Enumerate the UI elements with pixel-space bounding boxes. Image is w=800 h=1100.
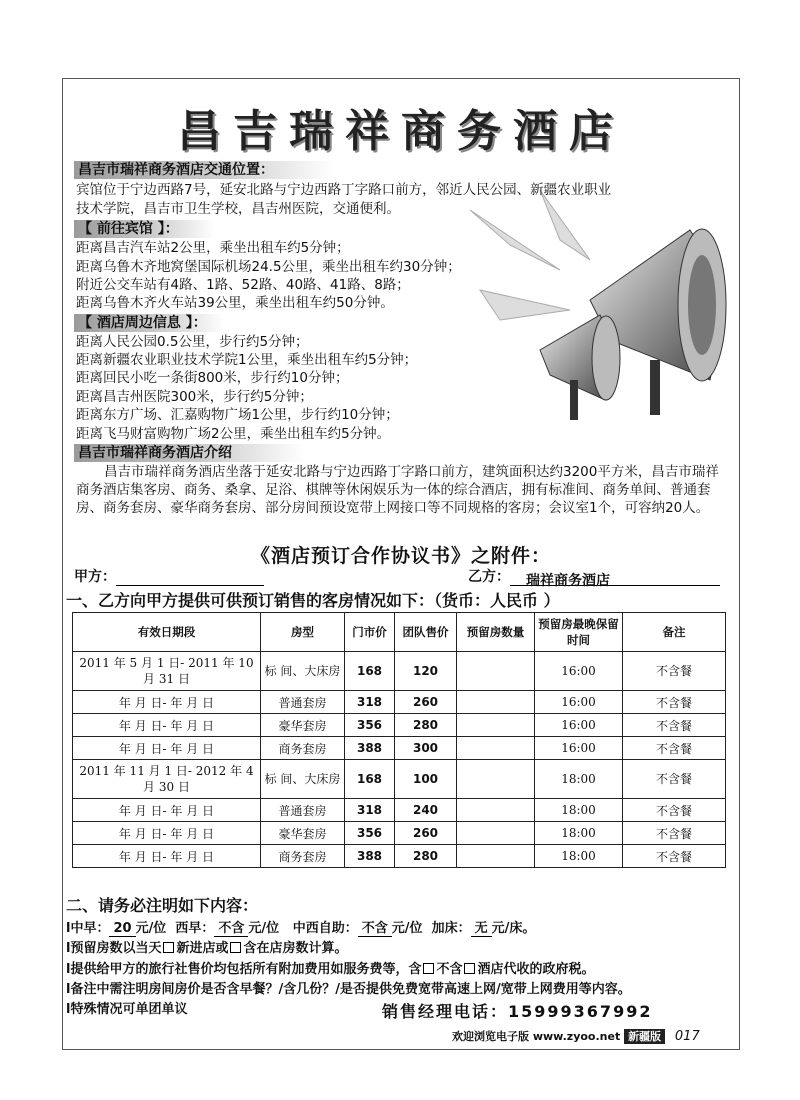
extra-bed-value[interactable]: 无	[471, 917, 492, 937]
party-a	[74, 566, 264, 586]
reserve-text-a: l预留房数以当天	[66, 941, 162, 956]
hold-time-cell: 16:00	[535, 714, 623, 737]
rack-price-cell: 388	[345, 845, 395, 868]
group-price-cell: 260	[395, 822, 457, 845]
nearby-item: 距离东方广场、汇嘉购物广场1公里，步行约10分钟；	[76, 407, 399, 423]
party-a-label: 甲方：	[74, 569, 116, 585]
breakfast-cn-value[interactable]: 20	[109, 921, 135, 937]
edition-badge: 新疆版	[624, 1029, 665, 1044]
annex-title: 《酒店预订合作协议书》之附件：	[250, 545, 551, 567]
checkbox-in-house[interactable]	[230, 942, 241, 953]
rack-price-cell: 318	[345, 799, 395, 822]
reserve-text-b: 新进店或	[176, 941, 229, 956]
party-b-field[interactable]: 瑞祥商务酒店	[510, 570, 720, 586]
date-cell: 年 月 日- 年 月 日	[73, 822, 261, 845]
table-row	[73, 760, 726, 799]
section-2-heading: 二、请务必注明如下内容：	[66, 896, 259, 915]
buffet-label: 中西自助：	[292, 921, 358, 936]
group-price-cell: 120	[395, 652, 457, 691]
note-cell: 不含餐	[623, 652, 726, 691]
table-row	[73, 714, 726, 737]
note-cell: 不含餐	[623, 845, 726, 868]
col-note: 备注	[623, 613, 726, 652]
direction-item: 距离乌鲁木齐地窝堡国际机场24.5公里，乘坐出租车约30分钟；	[76, 259, 461, 275]
date-cell: 年 月 日- 年 月 日	[73, 691, 261, 714]
page-title: 昌吉瑞祥商务酒店	[177, 106, 625, 157]
note-cell: 不含餐	[623, 737, 726, 760]
breakfast-west-unit: 元/位	[248, 921, 280, 936]
special-line: l特殊情况可单团单议	[66, 1002, 188, 1017]
hold-time-cell: 16:00	[535, 652, 623, 691]
footer	[452, 1028, 700, 1044]
nearby-item: 距离飞马财富购物广场2公里，乘坐出租车约5分钟。	[76, 426, 391, 442]
tax-text-b: 不含	[436, 962, 463, 977]
directions-heading: 【 前往宾馆 】：	[74, 220, 214, 238]
table-row	[73, 822, 726, 845]
group-price-cell: 260	[395, 691, 457, 714]
group-price-cell: 280	[395, 845, 457, 868]
tax-text-c: 酒店代收的政府税。	[477, 962, 595, 977]
date-cell: 年 月 日- 年 月 日	[73, 799, 261, 822]
nearby-item: 距离新疆农业职业技术学院1公里，乘坐出租车约5分钟；	[76, 352, 418, 368]
meal-line	[66, 917, 535, 937]
col-date: 有效日期段	[73, 613, 261, 652]
table-row	[73, 737, 726, 760]
date-cell: 2011 年 5 月 1 日- 2011 年 10 月 31 日	[73, 652, 261, 691]
breakfast-cn-unit: 元/位	[135, 921, 167, 936]
room-cell: 商务套房	[261, 845, 345, 868]
checkbox-tax-excluded[interactable]	[464, 963, 475, 974]
group-price-cell: 240	[395, 799, 457, 822]
section-1-heading: 一、乙方向甲方提供可供预订销售的客房情况如下：（货币：人民币 ）	[66, 591, 560, 610]
page-number: 017	[674, 1029, 700, 1044]
group-price-cell: 100	[395, 760, 457, 799]
reserve-text-c: 含在店房数计算。	[243, 941, 348, 956]
nearby-item: 距离昌吉州医院300米，步行约5分钟；	[76, 389, 313, 405]
table-row	[73, 799, 726, 822]
direction-item: 距离昌吉汽车站2公里，乘坐出租车约5分钟；	[76, 240, 350, 256]
hold-time-cell: 18:00	[535, 822, 623, 845]
breakfast-cn-label: l中早：	[66, 921, 110, 936]
tax-line	[66, 958, 595, 977]
rack-price-cell: 168	[345, 652, 395, 691]
footer-text: 欢迎浏览电子版 www.zyoo.net	[452, 1030, 621, 1043]
rack-price-cell: 388	[345, 737, 395, 760]
nearby-item: 距离人民公园0.5公里，步行约5分钟；	[76, 334, 309, 350]
remark-line: l备注中需注明房间房价是否含早餐？/含几份？/是否提供免费宽带高速上网/宽带上网费用等内容。	[66, 982, 631, 997]
reserve-line	[66, 937, 348, 956]
location-text-2: 技术学院，昌吉市卫生学校，昌吉州医院，交通便利。	[76, 201, 400, 217]
reserve-qty-cell[interactable]	[457, 652, 535, 691]
group-price-cell: 300	[395, 737, 457, 760]
date-cell: 年 月 日- 年 月 日	[73, 714, 261, 737]
megaphone-icon	[440, 170, 740, 430]
direction-item: 距离乌鲁木齐火车站39公里，乘坐出租车约50分钟。	[76, 295, 394, 311]
table-row	[73, 652, 726, 691]
reserve-qty-cell[interactable]	[457, 691, 535, 714]
rack-price-cell: 318	[345, 691, 395, 714]
col-rack: 门市价	[345, 613, 395, 652]
table-row	[73, 691, 726, 714]
party-b-label: 乙方：	[468, 569, 510, 585]
room-cell: 普通套房	[261, 799, 345, 822]
rack-price-cell: 356	[345, 822, 395, 845]
tax-text-a: l提供给甲方的旅行社售价均包括所有附加费用如服务费等，含	[66, 962, 422, 977]
intro-heading: 昌吉市瑞祥商务酒店介绍	[74, 444, 304, 462]
hold-time-cell: 18:00	[535, 845, 623, 868]
party-b	[468, 566, 720, 589]
hold-time-cell: 16:00	[535, 691, 623, 714]
reserve-qty-cell[interactable]	[457, 822, 535, 845]
hold-time-cell: 16:00	[535, 737, 623, 760]
buffet-unit: 元/位	[391, 921, 423, 936]
note-cell: 不含餐	[623, 714, 726, 737]
table-row	[73, 845, 726, 868]
note-cell: 不含餐	[623, 822, 726, 845]
note-cell: 不含餐	[623, 799, 726, 822]
group-price-cell: 280	[395, 714, 457, 737]
col-group: 团队售价	[395, 613, 457, 652]
extra-bed-label: 加床：	[431, 921, 471, 936]
note-cell: 不含餐	[623, 760, 726, 799]
col-time: 预留房最晚保留时间	[535, 613, 623, 652]
note-cell: 不含餐	[623, 691, 726, 714]
checkbox-tax-included[interactable]	[423, 963, 434, 974]
room-cell: 标 间、大床房	[261, 760, 345, 799]
reserve-qty-cell[interactable]	[457, 760, 535, 799]
room-cell: 豪华套房	[261, 714, 345, 737]
room-cell: 豪华套房	[261, 822, 345, 845]
col-room: 房型	[261, 613, 345, 652]
intro-text: 昌吉市瑞祥商务酒店坐落于延安北路与宁边西路丁字路口前方，建筑面积达约3200平方米，昌吉市瑞祥商务酒店集客房、商务、桑拿、足浴、棋牌等休闲娱乐为一体的综合酒店，拥有标准间、商务单间、普通套房、商务套房、豪华商务套房、部分房间预设宽带上网接口等不同规格的客房；会议室1个，可容纳20人。	[76, 464, 719, 516]
reserve-qty-cell[interactable]	[457, 799, 535, 822]
location-heading: 昌吉市瑞祥商务酒店交通位置：	[74, 161, 334, 179]
reserve-qty-cell[interactable]	[457, 714, 535, 737]
sales-phone: 销售经理电话：15999367992	[382, 1002, 653, 1021]
col-qty: 预留房数量	[457, 613, 535, 652]
buffet-value[interactable]: 不含	[358, 917, 392, 937]
extra-bed-unit: 元/床。	[491, 921, 536, 936]
room-cell: 商务套房	[261, 737, 345, 760]
date-cell: 2011 年 11 月 1 日- 2012 年 4 月 30 日	[73, 760, 261, 799]
rooms-table	[72, 612, 726, 868]
checkbox-new-checkin[interactable]	[163, 942, 174, 953]
location-text-1: 宾馆位于宁边西路7号，延安北路与宁边西路丁字路口前方，邻近人民公园、新疆农业职业	[76, 182, 612, 198]
party-a-field[interactable]	[116, 570, 264, 586]
breakfast-west-value[interactable]: 不含	[214, 917, 248, 937]
reserve-qty-cell[interactable]	[457, 737, 535, 760]
table-header-row	[73, 613, 726, 652]
date-cell: 年 月 日- 年 月 日	[73, 737, 261, 760]
nearby-item: 距离回民小吃一条街800米，步行约10分钟；	[76, 370, 349, 386]
breakfast-west-label: 西早：	[175, 921, 215, 936]
date-cell: 年 月 日- 年 月 日	[73, 845, 261, 868]
hold-time-cell: 18:00	[535, 760, 623, 799]
rack-price-cell: 168	[345, 760, 395, 799]
nearby-heading: 【 酒店周边信息 】：	[74, 314, 224, 332]
room-cell: 标 间、大床房	[261, 652, 345, 691]
hold-time-cell: 18:00	[535, 799, 623, 822]
rack-price-cell: 356	[345, 714, 395, 737]
reserve-qty-cell[interactable]	[457, 845, 535, 868]
room-cell: 普通套房	[261, 691, 345, 714]
direction-item: 附近公交车站有4路、1路、52路、40路、41路、8路；	[76, 277, 410, 293]
